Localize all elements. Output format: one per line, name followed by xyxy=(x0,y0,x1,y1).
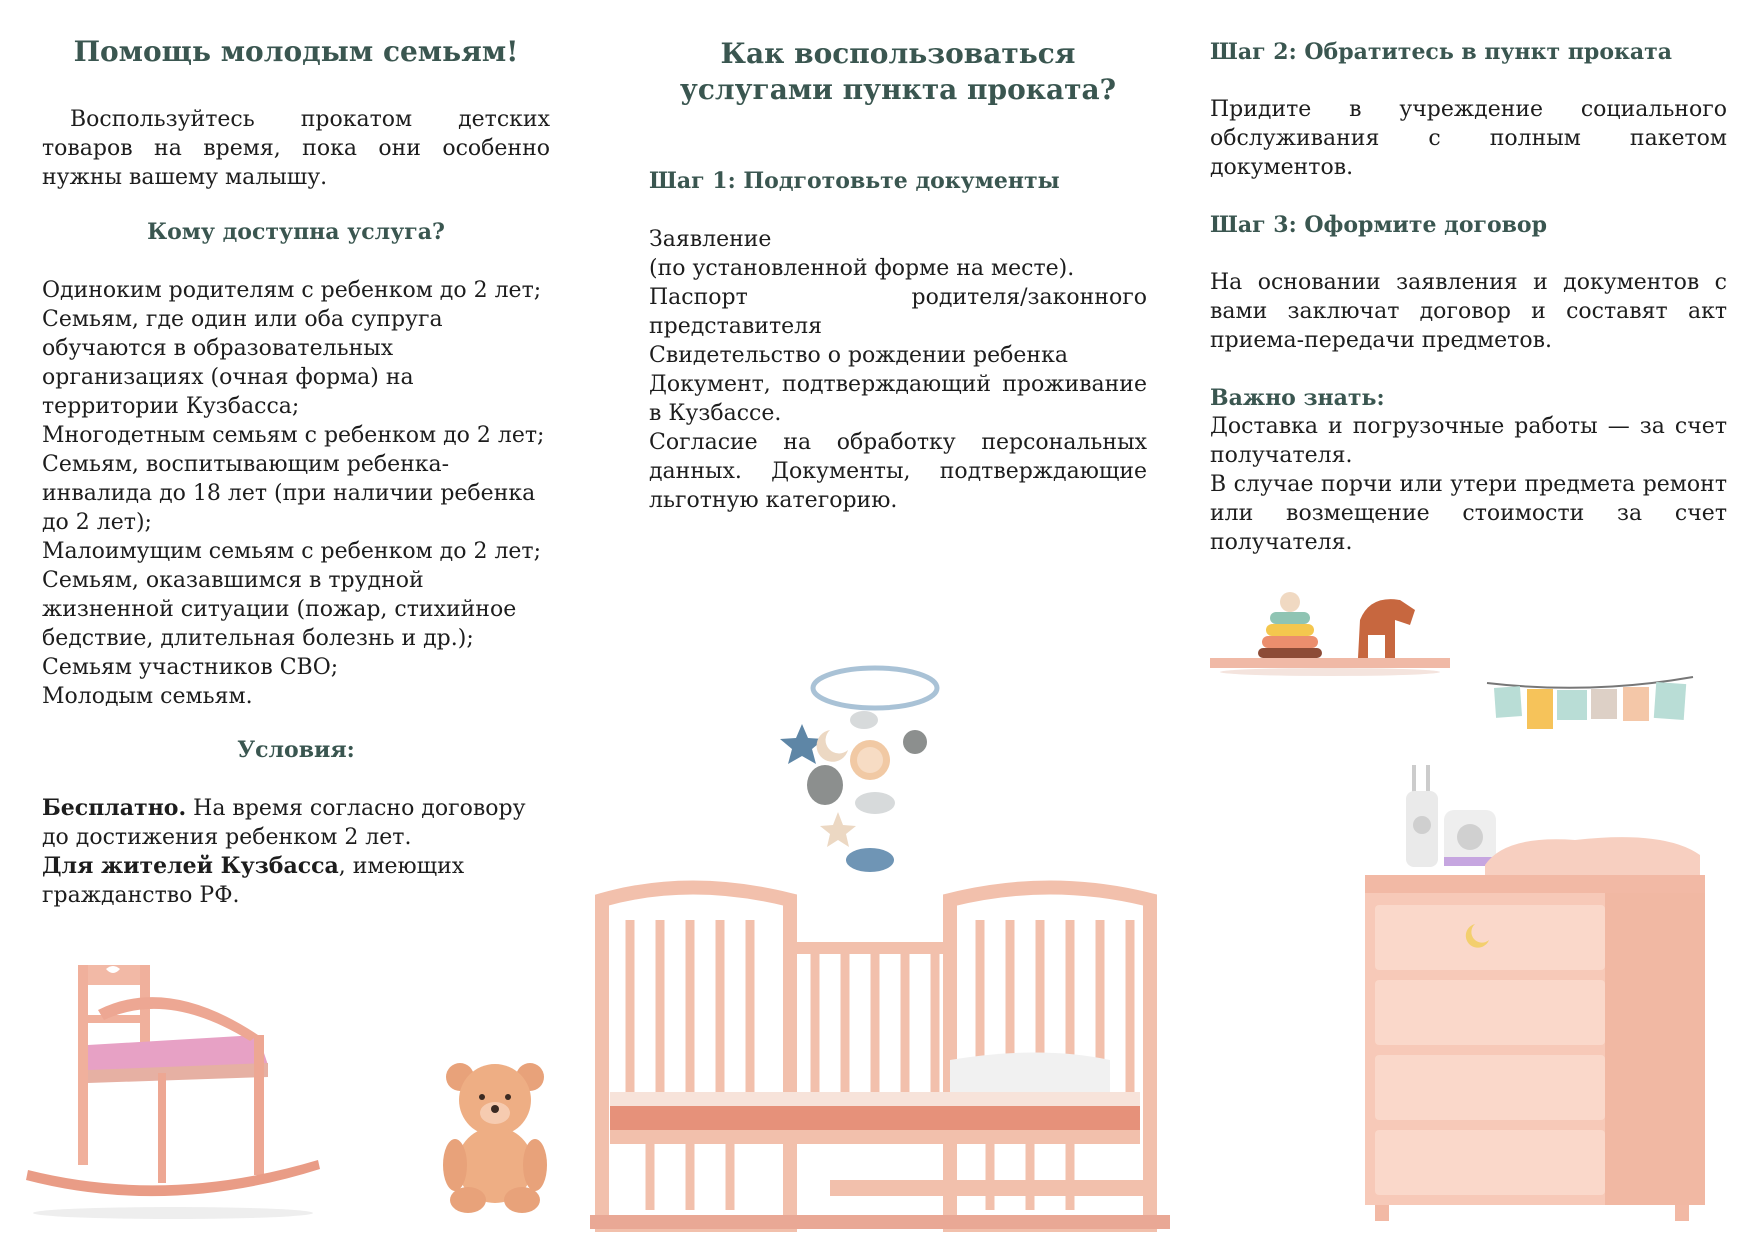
condition-residents xyxy=(42,852,550,910)
step3-title: Шаг 3: Оформите договор xyxy=(1210,212,1547,238)
condition-residents-bold: Для жителей Кузбасса xyxy=(42,853,339,879)
list-item: Малоимущим семьям с ребенком до 2 лет; xyxy=(42,539,542,564)
list-item: В случае порчи или утери предмета ремонт или возмещение стоимости за счет получателя. xyxy=(1210,472,1727,555)
list-item: Семьям, где один или оба супруга обучаются в образовательных организациях (очная форма) на территории Кузбасса; xyxy=(42,307,443,419)
step2-title: Шаг 2: Обратитесь в пункт проката xyxy=(1210,39,1673,65)
list-item: Доставка и погрузочные работы — за счет получателя. xyxy=(1210,414,1727,468)
list-item: Многодетным семьям с ребенком до 2 лет; xyxy=(42,423,545,448)
conditions-title: Условия: xyxy=(237,737,355,763)
list-item: Паспорт родителя/законного представителя xyxy=(649,285,1147,339)
list-item: Семьям, воспитывающим ребенка-инвалида до 18 лет (при наличии ребенка до 2 лет); xyxy=(42,452,536,535)
important-title: Важно знать: xyxy=(1210,385,1385,411)
condition-residents-text: , имеющих гражданство РФ. xyxy=(42,854,465,908)
page-title: Помощь молодым семьям! xyxy=(73,35,519,68)
intro-text: Воспользуйтесь прокатом детских товаров на время, пока они особенно нужны вашему малышу. xyxy=(42,107,550,190)
condition-free-text: На время согласно договору до достижения ребенком 2 лет. xyxy=(42,796,526,850)
condition-free-bold: Бесплатно. xyxy=(42,795,187,821)
list-item: Заявление xyxy=(649,227,772,252)
who-title: Кому доступна услуга? xyxy=(147,219,445,245)
condition-free xyxy=(42,794,550,852)
teddy-bear-illustration xyxy=(440,1055,550,1215)
baby-mobile-illustration xyxy=(770,660,960,890)
garland-illustration xyxy=(1485,675,1695,740)
crib-illustration xyxy=(590,880,1170,1235)
step3-text: На основании заявления и документов с вами заключат договор и составят акт приема-передачи предметов. xyxy=(1210,270,1727,353)
list-item: Документ, подтверждающий проживание в Кузбассе. xyxy=(649,372,1147,426)
list-item: Семьям, оказавшимся в трудной жизненной ситуации (пожар, стихийное бедствие, длительная болезнь и др.); xyxy=(42,568,517,651)
step1-list xyxy=(649,225,1147,515)
list-item: Согласие на обработку персональных данных. Документы, подтверждающие льготную категорию. xyxy=(649,430,1147,513)
shelf-with-toys-illustration xyxy=(1210,590,1450,680)
step1-title: Шаг 1: Подготовьте документы xyxy=(649,168,1060,194)
dresser-illustration xyxy=(1365,820,1725,1225)
who-list xyxy=(42,276,550,711)
list-item: (по установленной форме на месте). xyxy=(649,256,1075,281)
list-item: Семьям участников СВО; xyxy=(42,655,339,680)
important-list xyxy=(1210,412,1727,557)
rocking-chair-illustration xyxy=(18,955,328,1225)
list-item: Молодым семьям. xyxy=(42,684,253,709)
how-title: Как воспользоваться услугами пункта проката? xyxy=(679,37,1117,106)
step2-text: Придите в учреждение социального обслуживания с полным пакетом документов. xyxy=(1210,97,1727,180)
list-item: Свидетельство о рождении ребенка xyxy=(649,343,1068,368)
list-item: Одиноким родителям с ребенком до 2 лет; xyxy=(42,278,542,303)
